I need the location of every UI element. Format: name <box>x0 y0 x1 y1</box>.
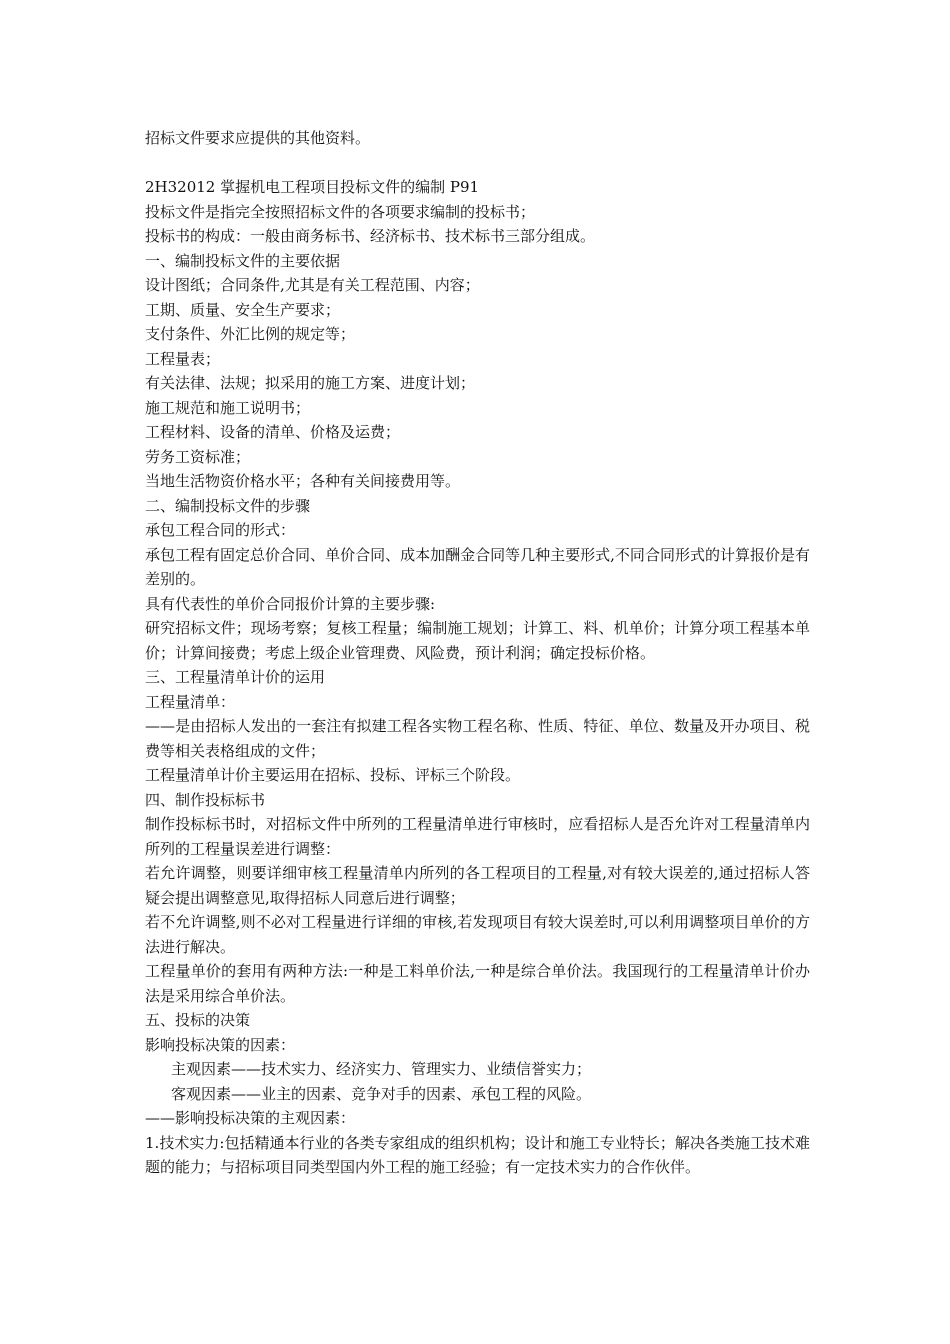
paragraph: 投标文件是指完全按照招标文件的各项要求编制的投标书； <box>145 202 536 221</box>
paragraph: 1.技术实力:包括精通本行业的各类专家组成的组织机构；设计和施工专业特长；解决各类施工技术难题的能力；与招标项目同类型国内外工程的施工经验；有一定技术实力的合作伙伴。 <box>145 1133 810 1176</box>
subsection-heading: 四、制作投标标书 <box>145 790 266 809</box>
paragraph: 工程量单价的套用有两种方法:一种是工料单价法,一种是综合单价法。我国现行的工程量清单计价办法是采用综合单价法。 <box>145 962 810 1005</box>
document-body <box>145 126 810 1180</box>
paragraph: 工期、质量、安全生产要求； <box>145 300 341 319</box>
paragraph: 设计图纸；合同条件,尤其是有关工程范围、内容； <box>145 276 480 294</box>
paragraph: 工程量清单计价主要运用在招标、投标、评标三个阶段。 <box>145 766 521 784</box>
paragraph: 招标文件要求应提供的其他资料。 <box>145 129 371 147</box>
paragraph: 施工规范和施工说明书； <box>145 398 311 417</box>
indented-paragraph: 主观因素——技术实力、经济实力、管理实力、业绩信誉实力； <box>171 1060 592 1078</box>
section-heading: 2H32012 掌握机电工程项目投标文件的编制 P91 <box>145 178 480 196</box>
paragraph: 有关法律、法规；拟采用的施工方案、进度计划； <box>145 374 476 392</box>
subsection-heading: 一、编制投标文件的主要依据 <box>145 251 341 270</box>
subsection-heading: 三、工程量清单计价的运用 <box>145 668 326 686</box>
subsection-heading: 五、投标的决策 <box>145 1011 251 1029</box>
indented-paragraph: 客观因素——业主的因素、竞争对手的因素、承包工程的风险。 <box>171 1084 592 1103</box>
paragraph: 影响投标决策的因素： <box>145 1035 296 1054</box>
paragraph: 若允许调整，则要详细审核工程量清单内所列的各工程项目的工程量,对有较大误差的,通过招标人答疑会提出调整意见,取得招标人同意后进行调整； <box>145 864 810 907</box>
paragraph: 劳务工资标准； <box>145 447 251 466</box>
paragraph: 研究招标文件；现场考察；复核工程量；编制施工规划；计算工、料、机单价；计算分项工程基本单价；计算间接费；考虑上级企业管理费、风险费，预计利润；确定投标价格。 <box>145 619 810 662</box>
paragraph: 支付条件、外汇比例的规定等； <box>145 325 356 343</box>
paragraph: 工程材料、设备的清单、价格及运费； <box>145 423 401 441</box>
paragraph: ——是由招标人发出的一套注有拟建工程各实物工程名称、性质、特征、单位、数量及开办项目、税费等相关表格组成的文件； <box>145 717 810 760</box>
blank-line <box>145 151 810 176</box>
paragraph: 工程量表； <box>145 349 221 368</box>
paragraph: 工程量清单： <box>145 692 236 711</box>
paragraph: 若不允许调整,则不必对工程量进行详细的审核,若发现项目有较大误差时,可以利用调整项目单价的方法进行解决。 <box>145 913 810 956</box>
paragraph: 承包工程有固定总价合同、单价合同、成本加酬金合同等几种主要形式,不同合同形式的计算报价是有差别的。 <box>145 545 810 588</box>
paragraph: 具有代表性的单价合同报价计算的主要步骤: <box>145 594 436 613</box>
paragraph: ——影响投标决策的主观因素： <box>145 1109 356 1127</box>
paragraph: 制作投标标书时，对招标文件中所列的工程量清单进行审核时，应看招标人是否允许对工程量清单内所列的工程量误差进行调整： <box>145 815 810 858</box>
paragraph: 当地生活物资价格水平；各种有关间接费用等。 <box>145 472 461 490</box>
paragraph: 承包工程合同的形式： <box>145 521 296 539</box>
paragraph: 投标书的构成：一般由商务标书、经济标书、技术标书三部分组成。 <box>145 227 596 245</box>
subsection-heading: 二、编制投标文件的步骤 <box>145 496 311 515</box>
